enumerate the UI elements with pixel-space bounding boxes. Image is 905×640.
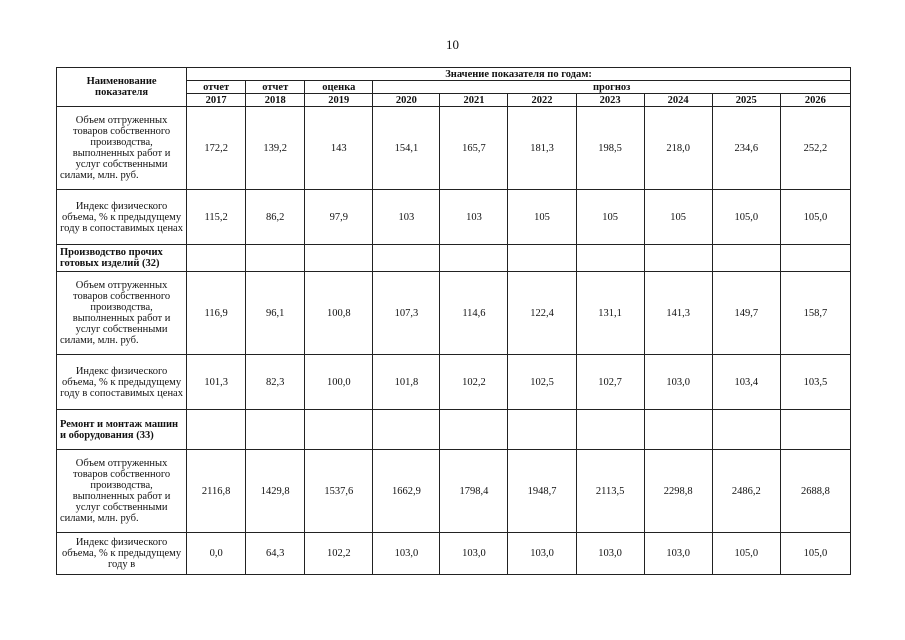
table-row (57, 272, 851, 355)
value-cell: 105 (508, 190, 576, 245)
table-row (57, 355, 851, 410)
value-cell: 154,1 (373, 107, 440, 190)
value-cell: 100,0 (305, 355, 373, 410)
value-cell (576, 410, 644, 450)
value-cell (187, 410, 246, 450)
value-cell: 103,0 (508, 533, 576, 575)
value-cell: 105,0 (712, 190, 780, 245)
header-group-forecast: прогноз (373, 81, 851, 94)
value-cell (644, 245, 712, 272)
header-year-2023: 2023 (576, 94, 644, 107)
value-cell: 1429,8 (246, 450, 305, 533)
header-indicator-name: Наименование показателя (57, 68, 187, 107)
value-cell: 105,0 (780, 190, 850, 245)
header-year-2018: 2018 (246, 94, 305, 107)
value-cell (440, 410, 508, 450)
value-cell: 131,1 (576, 272, 644, 355)
value-cell (246, 245, 305, 272)
value-cell (246, 410, 305, 450)
value-cell (780, 410, 850, 450)
value-cell: 234,6 (712, 107, 780, 190)
value-cell (187, 245, 246, 272)
value-cell: 103,0 (644, 533, 712, 575)
value-cell: 96,1 (246, 272, 305, 355)
value-cell: 64,3 (246, 533, 305, 575)
header-year-2019: 2019 (305, 94, 373, 107)
row-label: Индекс физического объема, % к предыдущему году в сопоставимых ценах (57, 355, 187, 410)
value-cell (373, 410, 440, 450)
value-cell (576, 245, 644, 272)
indicators-table (56, 67, 851, 575)
table-row (57, 107, 851, 190)
value-cell: 101,3 (187, 355, 246, 410)
value-cell: 101,8 (373, 355, 440, 410)
value-cell: 172,2 (187, 107, 246, 190)
value-cell: 2116,8 (187, 450, 246, 533)
value-cell: 116,9 (187, 272, 246, 355)
row-label: Объем отгруженных товаров собственного производства, выполненных работ и услуг собственными силами, млн. руб. (57, 450, 187, 533)
header-group-report-2017: отчет (187, 81, 246, 94)
value-cell: 141,3 (644, 272, 712, 355)
value-cell: 1537,6 (305, 450, 373, 533)
header-year-2024: 2024 (644, 94, 712, 107)
table-row (57, 190, 851, 245)
value-cell (373, 245, 440, 272)
value-cell: 2486,2 (712, 450, 780, 533)
value-cell: 1948,7 (508, 450, 576, 533)
value-cell: 103,0 (440, 533, 508, 575)
header-values-title: Значение показателя по годам: (187, 68, 851, 81)
value-cell: 103 (373, 190, 440, 245)
value-cell: 103 (440, 190, 508, 245)
value-cell: 114,6 (440, 272, 508, 355)
value-cell: 122,4 (508, 272, 576, 355)
value-cell: 102,5 (508, 355, 576, 410)
value-cell: 181,3 (508, 107, 576, 190)
value-cell: 1798,4 (440, 450, 508, 533)
value-cell: 149,7 (712, 272, 780, 355)
value-cell (305, 245, 373, 272)
header-year-2025: 2025 (712, 94, 780, 107)
value-cell: 2298,8 (644, 450, 712, 533)
value-cell: 86,2 (246, 190, 305, 245)
header-group-report-2018: отчет (246, 81, 305, 94)
table-row (57, 533, 851, 575)
value-cell: 2688,8 (780, 450, 850, 533)
section-title: Производство прочих готовых изделий (32) (57, 245, 187, 272)
header-group-estimate-2019: оценка (305, 81, 373, 94)
header-year-2017: 2017 (187, 94, 246, 107)
value-cell (712, 245, 780, 272)
value-cell: 198,5 (576, 107, 644, 190)
header-year-2026: 2026 (780, 94, 850, 107)
value-cell: 139,2 (246, 107, 305, 190)
value-cell (440, 245, 508, 272)
value-cell: 107,3 (373, 272, 440, 355)
header-row-title (57, 68, 851, 81)
value-cell (508, 245, 576, 272)
header-year-2022: 2022 (508, 94, 576, 107)
header-year-2021: 2021 (440, 94, 508, 107)
section-row (57, 245, 851, 272)
value-cell: 103,5 (780, 355, 850, 410)
value-cell: 105 (644, 190, 712, 245)
table-body (57, 107, 851, 575)
value-cell: 103,4 (712, 355, 780, 410)
value-cell: 1662,9 (373, 450, 440, 533)
page-number: 10 (446, 37, 459, 52)
section-title: Ремонт и монтаж машин и оборудования (33) (57, 410, 187, 450)
value-cell: 103,0 (644, 355, 712, 410)
value-cell: 252,2 (780, 107, 850, 190)
table-row (57, 450, 851, 533)
value-cell: 0,0 (187, 533, 246, 575)
value-cell: 218,0 (644, 107, 712, 190)
section-row (57, 410, 851, 450)
header-year-2020: 2020 (373, 94, 440, 107)
value-cell: 105,0 (780, 533, 850, 575)
value-cell: 97,9 (305, 190, 373, 245)
value-cell: 103,0 (576, 533, 644, 575)
row-label: Индекс физического объема, % к предыдущему году в (57, 533, 187, 575)
row-label: Индекс физического объема, % к предыдущему году в сопоставимых ценах (57, 190, 187, 245)
value-cell (712, 410, 780, 450)
value-cell: 115,2 (187, 190, 246, 245)
value-cell: 143 (305, 107, 373, 190)
value-cell: 2113,5 (576, 450, 644, 533)
value-cell: 102,7 (576, 355, 644, 410)
value-cell (305, 410, 373, 450)
value-cell: 82,3 (246, 355, 305, 410)
value-cell: 105 (576, 190, 644, 245)
value-cell: 100,8 (305, 272, 373, 355)
row-label: Объем отгруженных товаров собственного производства, выполненных работ и услуг собственными силами, млн. руб. (57, 107, 187, 190)
value-cell: 105,0 (712, 533, 780, 575)
value-cell (508, 410, 576, 450)
value-cell: 103,0 (373, 533, 440, 575)
value-cell: 102,2 (440, 355, 508, 410)
value-cell: 102,2 (305, 533, 373, 575)
value-cell (780, 245, 850, 272)
value-cell: 165,7 (440, 107, 508, 190)
value-cell: 158,7 (780, 272, 850, 355)
value-cell (644, 410, 712, 450)
row-label: Объем отгруженных товаров собственного производства, выполненных работ и услуг собственными силами, млн. руб. (57, 272, 187, 355)
